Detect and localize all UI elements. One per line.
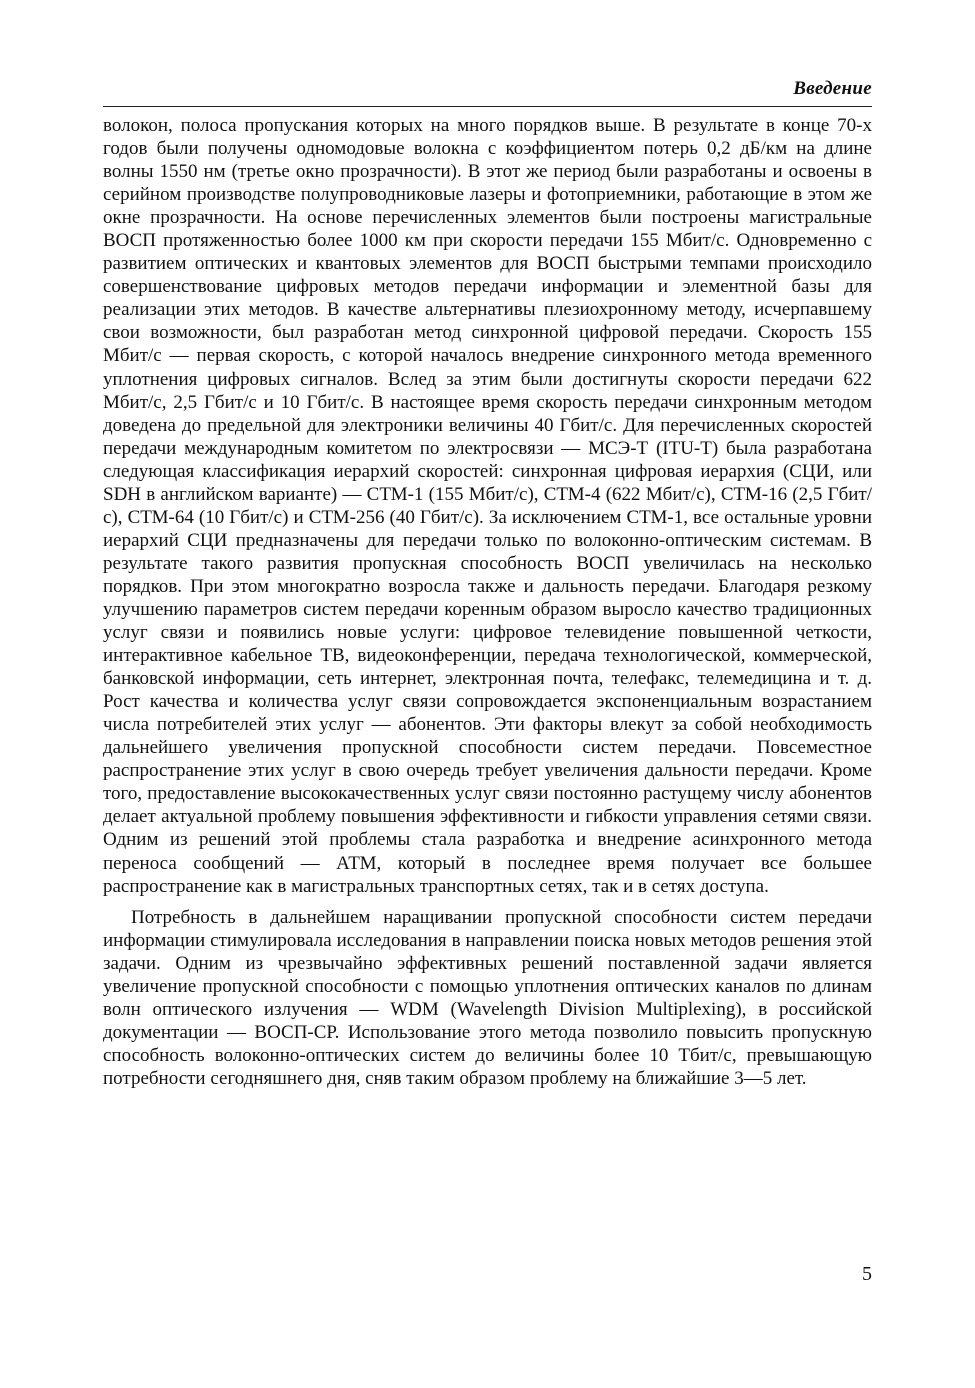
paragraph-1: волокон, полоса пропускания которых на много порядков выше. В результате в конце 70-х годов были получены одномодовые волокна с коэффициентом потерь 0,2 дБ/км на длине волны 1550 нм (третье окно прозрачности). В этот же период были разработаны и освоены в серийном производстве полупроводниковые лазеры и фотоприемники, работающие в этом же окне прозрачности. На основе перечисленных элементов были построены магистральные ВОСП протяженностью более 1000 км при скорости передачи 155 Мбит/с. Одновременно с развитием оптических и квантовых элементов для ВОСП быстрыми темпами происходило совершенствование цифровых методов передачи информации и элементной базы для реализации этих методов. В качестве альтернативы плезиохронному методу, исчерпавшему свои возможности, был разработан метод синхронной цифровой передачи. Скорость 155 Мбит/с — первая скорость, с которой началось внедрение синхронного метода временного уплотнения цифровых сигналов. Вслед за этим были достигнуты скорости передачи 622 Мбит/с, 2,5 Гбит/с и 10 Гбит/с. В настоящее время скорость передачи синхронным методом доведена до предельной для электроники величины 40 Гбит/с. Для перечисленных скоростей передачи международным комитетом по электросвязи — МСЭ-Т (ITU-T) была разработана следующая классификация иерархий скоростей: синхронная цифровая иерархия (СЦИ, или SDH в английском варианте) — СТМ-1 (155 Мбит/с), СТМ-4 (622 Мбит/с), СТМ-16 (2,5 Гбит/с), СТМ-64 (10 Гбит/с) и СТМ-256 (40 Гбит/с). За исключением СТМ-1, все остальные уровни иерархий СЦИ предназначены для передачи только по волоконно-оптическим системам. В результате такого развития пропускная способность ВОСП увеличилась на несколько порядков. При этом многократно возросла также и дальность передачи. Благодаря резкому улучшению параметров систем передачи коренным образом выросло качество традиционных услуг связи и появились новые услуги: цифровое телевидение повышенной четкости, интерактивное кабельное ТВ, видеоконференции, передача технологической, коммерческой, банковской информации, сеть интернет, электронная почта, телефакс, телемедицина и т. д. Рост качества и количества услуг связи сопровождается экспоненциальным возрастанием числа потребителей этих услуг — абонентов. Эти факторы влекут за собой необходимость дальнейшего увеличения пропускной способности систем передачи. Повсеместное распространение этих услуг в свою очередь требует увеличения дальности передачи. Кроме того, предоставление высококачественных услуг связи постоянно растущему числу абонентов делает актуальной проблему повышения эффективности и гибкости управления сетями связи. Одним из решений этой проблемы стала разработка и внедрение асинхронного метода переноса сообщений — АТМ, который в последнее время получает все большее распространение как в магистральных транспортных сетях, так и в сетях доступа. [103, 115, 872, 897]
header-rule [103, 106, 872, 107]
paragraph-2: Потребность в дальнейшем наращивании пропускной способности систем передачи информации стимулировала исследования в направлении поиска новых методов решения этой задачи. Одним из чрезвычайно эффективных решений поставленной задачи является увеличение пропускной способности с помощью уплотнения оптических каналов по длинам волн оптического излучения — WDM (Wavelength Division Multiplexing), в российской документации — ВОСП-СР. Использование этого метода позволило повысить пропускную способность волоконно-оптических систем до величины более 10 Тбит/с, превышающую потребности сегодняшнего дня, сняв таким образом проблему на ближайшие 3—5 лет. [103, 906, 872, 1089]
page-number: 5 [862, 1263, 872, 1285]
running-head-section-title: Введение [793, 78, 872, 99]
body-text [103, 114, 872, 1090]
